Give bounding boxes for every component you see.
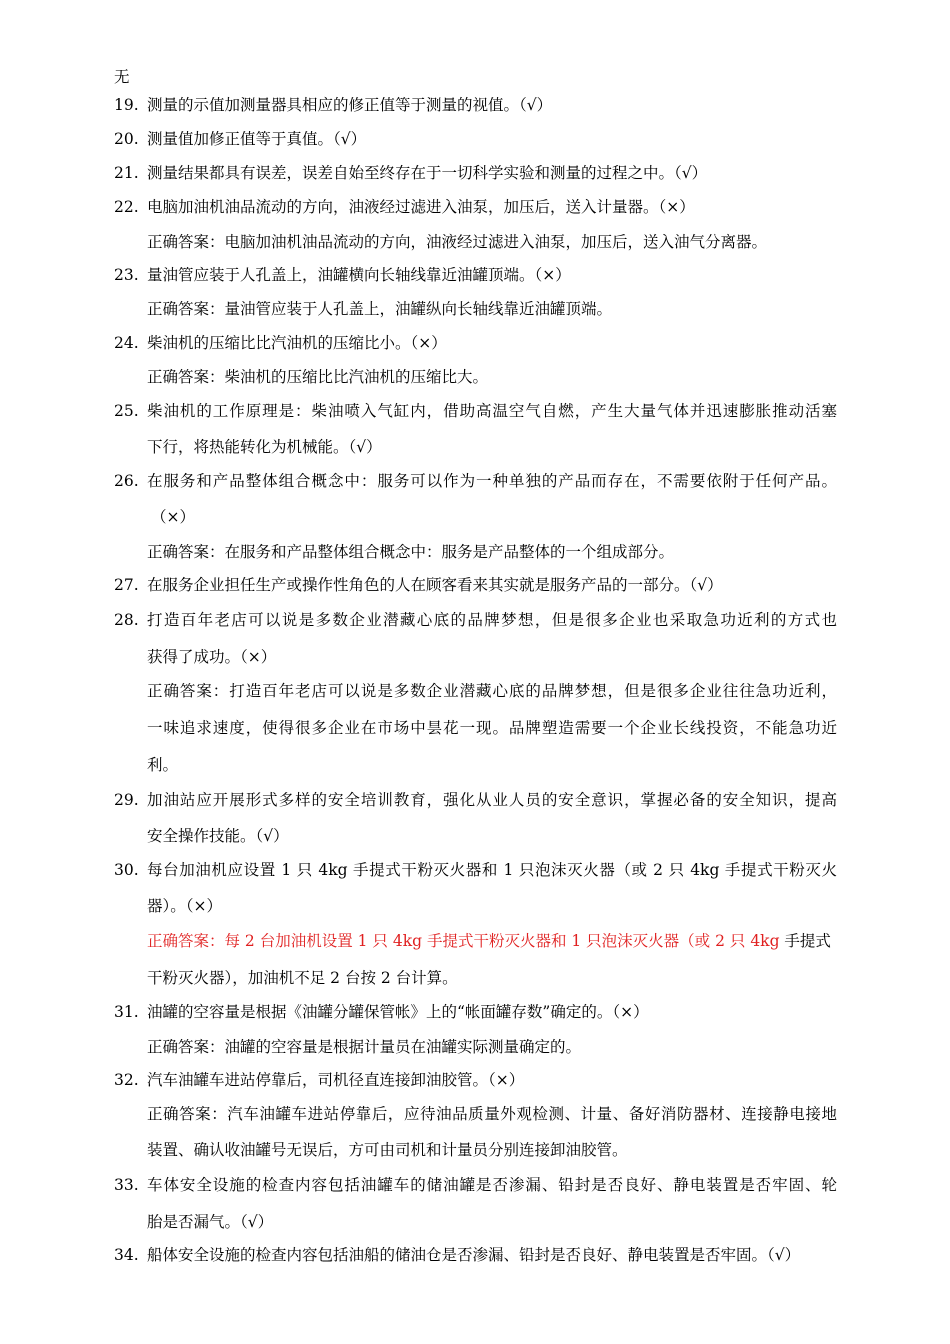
correct-answer: 一味追求速度，使得很多企业在市场中昙花一现。品牌塑造需要一个企业长线投资，不能急功近	[147, 719, 837, 737]
correct-answer: 正确答案：油罐的空容量是根据计量员在油罐实际测量确定的。	[147, 1038, 582, 1056]
item-number: 34.	[114, 1246, 139, 1264]
item-text: 测量结果都具有误差，误差自始至终存在于一切科学实验和测量的过程之中。（√）	[147, 164, 708, 182]
header-fragment: 无	[114, 68, 130, 86]
item-number: 27.	[114, 576, 139, 594]
item-text-continued: 胎是否漏气。（√）	[147, 1213, 274, 1231]
item-number: 24.	[114, 334, 139, 352]
item-text: 电脑加油机油品流动的方向，油液经过滤进入油泵，加压后，送入计量器。（×）	[147, 198, 695, 216]
item-text-continued: 器）。（×）	[147, 897, 222, 915]
correct-answer: 利。	[147, 756, 179, 774]
item-text: 柴油机的工作原理是：柴油喷入气缸内，借助高温空气自燃，产生大量气体并迅速膨胀推动活塞	[147, 402, 837, 420]
correct-answer: 正确答案：打造百年老店可以说是多数企业潜藏心底的品牌梦想，但是很多企业往往急功近利，	[147, 682, 837, 700]
item-text-continued: 下行，将热能转化为机械能。（√）	[147, 438, 382, 456]
item-number: 32.	[114, 1071, 139, 1089]
item-text: 在服务和产品整体组合概念中：服务可以作为一种单独的产品而存在，不需要依附于任何产品。	[147, 472, 837, 490]
correct-answer: 正确答案：量油管应装于人孔盖上，油罐纵向长轴线靠近油罐顶端。	[147, 300, 613, 318]
correct-answer: 正确答案：电脑加油机油品流动的方向，油液经过滤进入油泵，加压后，送入油气分离器。	[147, 233, 768, 251]
correct-answer: 装置、确认收油罐号无误后，方可由司机和计量员分别连接卸油胶管。	[147, 1141, 628, 1159]
correct-answer	[147, 930, 831, 952]
item-text-continued: 安全操作技能。（√）	[147, 827, 289, 845]
item-text-continued: （×）	[151, 508, 195, 526]
correct-answer: 正确答案：在服务和产品整体组合概念中：服务是产品整体的一个组成部分。	[147, 543, 675, 561]
item-text: 柴油机的压缩比比汽油机的压缩比小。（×）	[147, 334, 447, 352]
item-text: 量油管应装于人孔盖上，油罐横向长轴线靠近油罐顶端。（×）	[147, 266, 571, 284]
item-text: 测量值加修正值等于真值。（√）	[147, 130, 367, 148]
item-text: 在服务企业担任生产或操作性角色的人在顾客看来其实就是服务产品的一部分。（√）	[147, 576, 723, 594]
item-text: 油罐的空容量是根据《油罐分罐保管帐》上的“帐面罐存数”确定的。（×）	[147, 1003, 649, 1021]
item-number: 22.	[114, 198, 139, 216]
correct-answer: 干粉灭火器），加油机不足 2 台按 2 台计算。	[147, 969, 458, 987]
item-text: 加油站应开展形式多样的安全培训教育，强化从业人员的安全意识，掌握必备的安全知识，提高	[147, 791, 837, 809]
item-text: 车体安全设施的检查内容包括油罐车的储油罐是否渗漏、铅封是否良好、静电装置是否牢固、轮	[147, 1176, 837, 1194]
item-number: 28.	[114, 611, 139, 629]
item-number: 31.	[114, 1003, 139, 1021]
item-text-continued: 获得了成功。（×）	[147, 648, 277, 666]
item-number: 23.	[114, 266, 139, 284]
item-text: 打造百年老店可以说是多数企业潜藏心底的品牌梦想，但是很多企业也采取急功近利的方式也	[147, 611, 837, 629]
item-number: 29.	[114, 791, 139, 809]
item-text: 船体安全设施的检查内容包括油船的储油仓是否渗漏、铅封是否良好、静电装置是否牢固。（√）	[147, 1246, 801, 1264]
correct-answer-highlight: 正确答案：每 2 台加油机设置 1 只 4kg 手提式干粉灭火器和 1 只泡沫灭火器（或 2 只 4kg	[147, 932, 780, 950]
correct-answer: 正确答案：柴油机的压缩比比汽油机的压缩比大。	[147, 368, 489, 386]
item-text: 每台加油机应设置 1 只 4kg 手提式干粉灭火器和 1 只泡沫灭火器（或 2 只 4kg 手提式干粉灭火	[147, 861, 837, 879]
item-number: 21.	[114, 164, 139, 182]
item-number: 25.	[114, 402, 139, 420]
item-number: 30.	[114, 861, 139, 879]
correct-answer: 正确答案：汽车油罐车进站停靠后，应待油品质量外观检测、计量、备好消防器材、连接静电接地	[147, 1105, 837, 1123]
item-number: 19.	[114, 96, 139, 114]
item-number: 26.	[114, 472, 139, 490]
item-text: 测量的示值加测量器具相应的修正值等于测量的视值。（√）	[147, 96, 553, 114]
item-text: 汽车油罐车进站停靠后，司机径直连接卸油胶管。（×）	[147, 1071, 525, 1089]
item-number: 20.	[114, 130, 139, 148]
item-number: 33.	[114, 1176, 139, 1194]
correct-answer-tail: 手提式	[779, 932, 831, 950]
